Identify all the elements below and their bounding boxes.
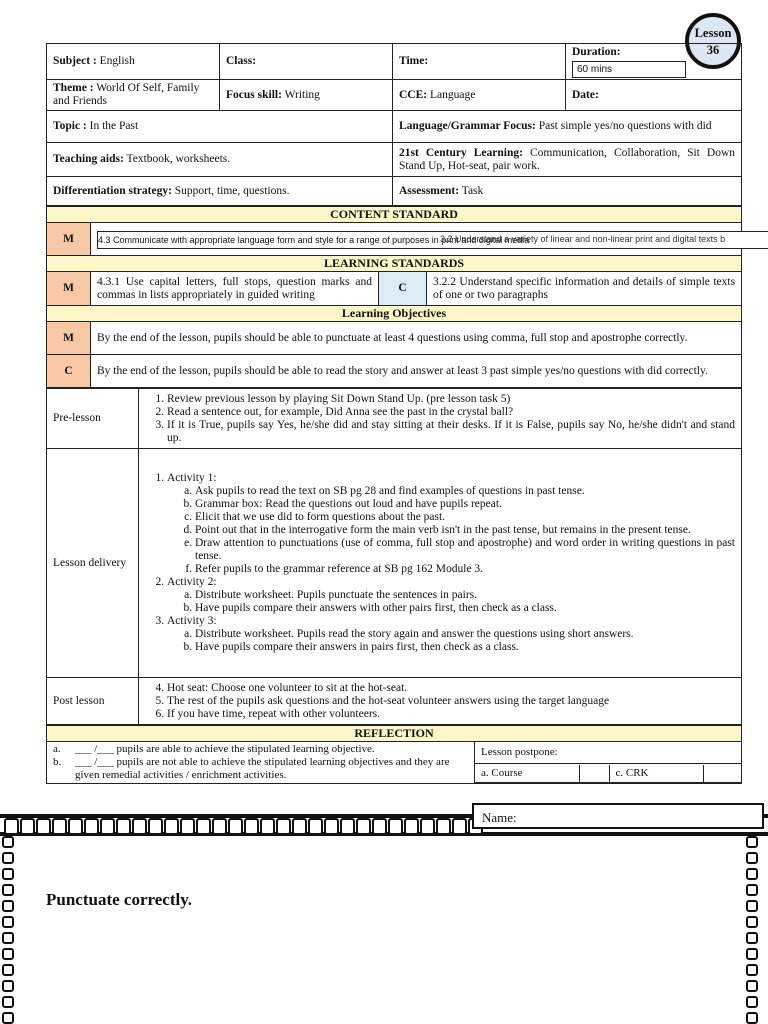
activity-step: a. Distribute worksheet. Pupils punctuate the sentences in pairs. xyxy=(195,589,735,602)
learning-standards-heading: LEARNING STANDARDS xyxy=(47,256,742,272)
reflection-a: a. ___ /___ pupils are able to achieve the stipulated learning objective. xyxy=(53,743,375,755)
post-lesson-label: Post lesson xyxy=(47,678,139,725)
reflection-table xyxy=(46,725,742,784)
activity-step: d. Point out that in the interrogative form the main verb isn't in the past tense, but remains in the present tense. xyxy=(195,524,735,537)
decorative-border-left xyxy=(0,836,17,1024)
border-link xyxy=(746,1012,758,1024)
border-link xyxy=(148,818,163,835)
content-standard-m-label: M xyxy=(47,223,91,256)
border-link xyxy=(84,818,99,835)
subject-value: English xyxy=(99,55,135,67)
lesson-badge-number: 36 xyxy=(706,43,720,57)
border-link xyxy=(746,932,758,944)
learning-standard-c-label: C xyxy=(379,272,427,306)
teaching-aids-cell: Teaching aids: Textbook, worksheets. xyxy=(47,143,393,177)
differentiation-value: Support, time, questions. xyxy=(174,184,290,197)
reflection-notes xyxy=(47,742,475,784)
border-link xyxy=(404,818,419,835)
border-link xyxy=(2,900,14,912)
procedure-table xyxy=(46,388,742,725)
border-link xyxy=(36,818,51,835)
activity-1: 1. Activity 1: a. Ask pupils to read the text on SB pg 28 and find examples of questions in past tense. b. Grammar box: Read the questions out loud and have pupils repeat. c. Elicit that we use did to form questions about the past. d. Point out that in the interrogative form the main verb isn't in the past tense, but remains in the present tense. e. Draw attention to punctuations (use of comma, full stop and apostrophe) and word order in writing questions in past tense. f. Refer pupils to the grammar reference at SB pg 162 Module 3. xyxy=(167,472,735,576)
assessment-cell: Assessment: Task xyxy=(393,177,742,206)
duration-cell: Duration: 60 mins xyxy=(566,44,742,80)
focus-cell: Focus skill: Writing xyxy=(220,80,393,111)
border-link xyxy=(452,818,467,835)
pre-lesson-step: 1. Review previous lesson by playing Sit Down Stand Up. (pre lesson task 5) xyxy=(167,393,735,406)
activity-step: c. Elicit that we use did to form questions about the past. xyxy=(195,511,735,524)
border-link xyxy=(308,818,323,835)
activity-step: f. Refer pupils to the grammar reference at SB pg 162 Module 3. xyxy=(195,563,735,576)
teaching-aids-value: Textbook, worksheets. xyxy=(126,153,231,165)
cce-value: Language xyxy=(430,88,476,101)
border-link xyxy=(746,964,758,976)
objectives-heading: Learning Objectives xyxy=(47,306,742,322)
content-standard-m-text: 4.3 Communicate with appropriate language form and style for a range of purposes in print and digital media xyxy=(97,231,768,249)
postpone-crk-box xyxy=(703,765,742,783)
border-link xyxy=(436,818,451,835)
border-link xyxy=(746,900,758,912)
border-link xyxy=(2,1012,14,1024)
border-link xyxy=(388,818,403,835)
border-link xyxy=(746,852,758,864)
focus-value: Writing xyxy=(284,88,320,101)
activity-3: 3. Activity 3: a. Distribute worksheet. Pupils read the story again and answer the questions using short answers. b. Have pupils compare their answers in pairs first, then check as a class. xyxy=(167,615,735,654)
border-link xyxy=(2,948,14,960)
post-lesson-step: 6. If you have time, repeat with other volunteers. xyxy=(167,708,735,721)
activity-step: a. Ask pupils to read the text on SB pg 28 and find examples of questions in past tense. xyxy=(195,485,735,498)
border-link xyxy=(356,818,371,835)
pre-lesson-steps xyxy=(139,389,742,449)
postpone-course-box xyxy=(579,765,609,783)
name-field[interactable]: Name: xyxy=(472,803,764,829)
border-link xyxy=(2,932,14,944)
border-link xyxy=(132,818,147,835)
postpone-grid xyxy=(475,765,742,783)
objective-m-label: M xyxy=(47,322,91,355)
border-link xyxy=(746,868,758,880)
objective-c-label: C xyxy=(47,355,91,388)
lesson-badge-label: Lesson xyxy=(694,26,732,40)
border-link xyxy=(228,818,243,835)
border-link xyxy=(2,964,14,976)
topic-cell: Topic : In the Past xyxy=(47,111,393,143)
activity-2: 2. Activity 2: a. Distribute worksheet. Pupils punctuate the sentences in pairs. b. Have pupils compare their answers with other pairs first, then check as a class. xyxy=(167,576,735,615)
pre-lesson-step: 2. Read a sentence out, for example, Did Anna see the past in the crystal ball? xyxy=(167,406,735,419)
border-link xyxy=(2,996,14,1008)
reflection-b: b. ___ /___ pupils are not able to achieve the stipulated learning objectives and they are given remedial activities / enrichment activities. xyxy=(53,756,450,781)
border-link xyxy=(2,868,14,880)
border-link xyxy=(372,818,387,835)
activity-step: b. Have pupils compare their answers with other pairs first, then check as a class. xyxy=(195,602,735,615)
border-link xyxy=(340,818,355,835)
activity-step: a. Distribute worksheet. Pupils read the story again and answer the questions using short answers. xyxy=(195,628,735,641)
date-cell: Date: xyxy=(566,80,742,111)
cce-cell: CCE: Language xyxy=(393,80,566,111)
duration-value: 60 mins xyxy=(572,61,686,78)
border-link xyxy=(196,818,211,835)
activity-step: e. Draw attention to punctuations (use of comma, full stop and apostrophe) and word order in writing questions in past tense. xyxy=(195,537,735,563)
grammar-focus-value: Past simple yes/no questions with did xyxy=(538,120,712,132)
border-link xyxy=(292,818,307,835)
century-learning-cell: 21st Century Learning: Communication, Collaboration, Sit Down Stand Up, Hot-seat, pair work. xyxy=(393,143,742,177)
grammar-focus-cell: Language/Grammar Focus: Past simple yes/no questions with did xyxy=(393,111,742,143)
time-cell: Time: xyxy=(393,44,566,80)
reflection-heading: REFLECTION xyxy=(47,726,742,742)
topic-value: In the Past xyxy=(89,120,139,132)
lesson-plan xyxy=(46,43,741,784)
objective-m-text: By the end of the lesson, pupils should be able to punctuate at least 4 questions using comma, full stop and apostrophe correctly. xyxy=(91,322,742,355)
border-link xyxy=(2,980,14,992)
postpone-crk: c. CRK xyxy=(609,765,703,783)
objective-c-text: By the end of the lesson, pupils should be able to read the story and answer at least 3 past simple yes/no questions with did correctly. xyxy=(91,355,742,388)
border-link xyxy=(2,916,14,928)
learning-standard-m-text: 4.3.1 Use capital letters, full stops, question marks and commas in lists appropriately in guided writing xyxy=(91,272,379,306)
border-link xyxy=(324,818,339,835)
post-lesson-steps xyxy=(139,678,742,725)
border-link xyxy=(746,980,758,992)
border-link xyxy=(746,884,758,896)
post-lesson-step: 4. Hot seat: Choose one volunteer to sit at the hot-seat. xyxy=(167,682,735,695)
activity-step: b. Have pupils compare their answers in pairs first, then check as a class. xyxy=(195,641,735,654)
assessment-value: Task xyxy=(461,184,484,197)
border-link xyxy=(244,818,259,835)
post-lesson-step: 5. The rest of the pupils ask questions and the hot-seat volunteer answers using the target language xyxy=(167,695,735,708)
lesson-postpone: Lesson postpone: xyxy=(475,742,742,764)
border-link xyxy=(164,818,179,835)
border-link xyxy=(746,996,758,1008)
border-link xyxy=(420,818,435,835)
lesson-delivery-label: Lesson delivery xyxy=(47,449,139,678)
border-link xyxy=(2,836,14,848)
border-link xyxy=(180,818,195,835)
border-link xyxy=(116,818,131,835)
century-learning-value: Communication, Collaboration, Sit Down Stand Up, Hot-seat, pair work. xyxy=(399,146,735,172)
content-standard-c-text: 3.2 Understand a variety of linear and non-linear print and digital texts b xyxy=(440,234,726,244)
border-link xyxy=(212,818,227,835)
border-link xyxy=(2,884,14,896)
subject-cell: Subject : English xyxy=(47,44,220,80)
lesson-delivery-steps xyxy=(139,449,742,678)
header-table xyxy=(46,43,742,206)
border-link xyxy=(52,818,67,835)
border-link xyxy=(746,836,758,848)
content-standard-heading: CONTENT STANDARD xyxy=(47,207,742,223)
learning-standard-c-text: 3.2.2 Understand specific information and details of simple texts of one or two paragraphs xyxy=(427,272,742,306)
pre-lesson-label: Pre-lesson xyxy=(47,389,139,449)
worksheet-frame xyxy=(0,806,768,1024)
postpone-course: a. Course xyxy=(475,765,579,783)
class-cell: Class: xyxy=(220,44,393,80)
pre-lesson-step: 3. If it is True, pupils say Yes, he/she did and stay sitting at their desks. If it is False, pupils say No, he/she didn't and stand up. xyxy=(167,419,735,445)
worksheet-title: Punctuate correctly. xyxy=(46,890,193,909)
activity-step: b. Grammar box: Read the questions out loud and have pupils repeat. xyxy=(195,498,735,511)
border-link xyxy=(2,852,14,864)
theme-cell: Theme : World Of Self, Family and Friends xyxy=(47,80,220,111)
border-link xyxy=(260,818,275,835)
learning-standard-m-label: M xyxy=(47,272,91,306)
border-link xyxy=(276,818,291,835)
border-link xyxy=(4,818,19,835)
border-link xyxy=(20,818,35,835)
border-link xyxy=(746,948,758,960)
decorative-border-right xyxy=(744,836,761,1024)
border-link xyxy=(746,916,758,928)
theme-value: World Of Self, Family and Friends xyxy=(53,82,200,107)
border-link xyxy=(68,818,83,835)
differentiation-cell: Differentiation strategy: Support, time, questions. xyxy=(47,177,393,206)
border-link xyxy=(100,818,115,835)
